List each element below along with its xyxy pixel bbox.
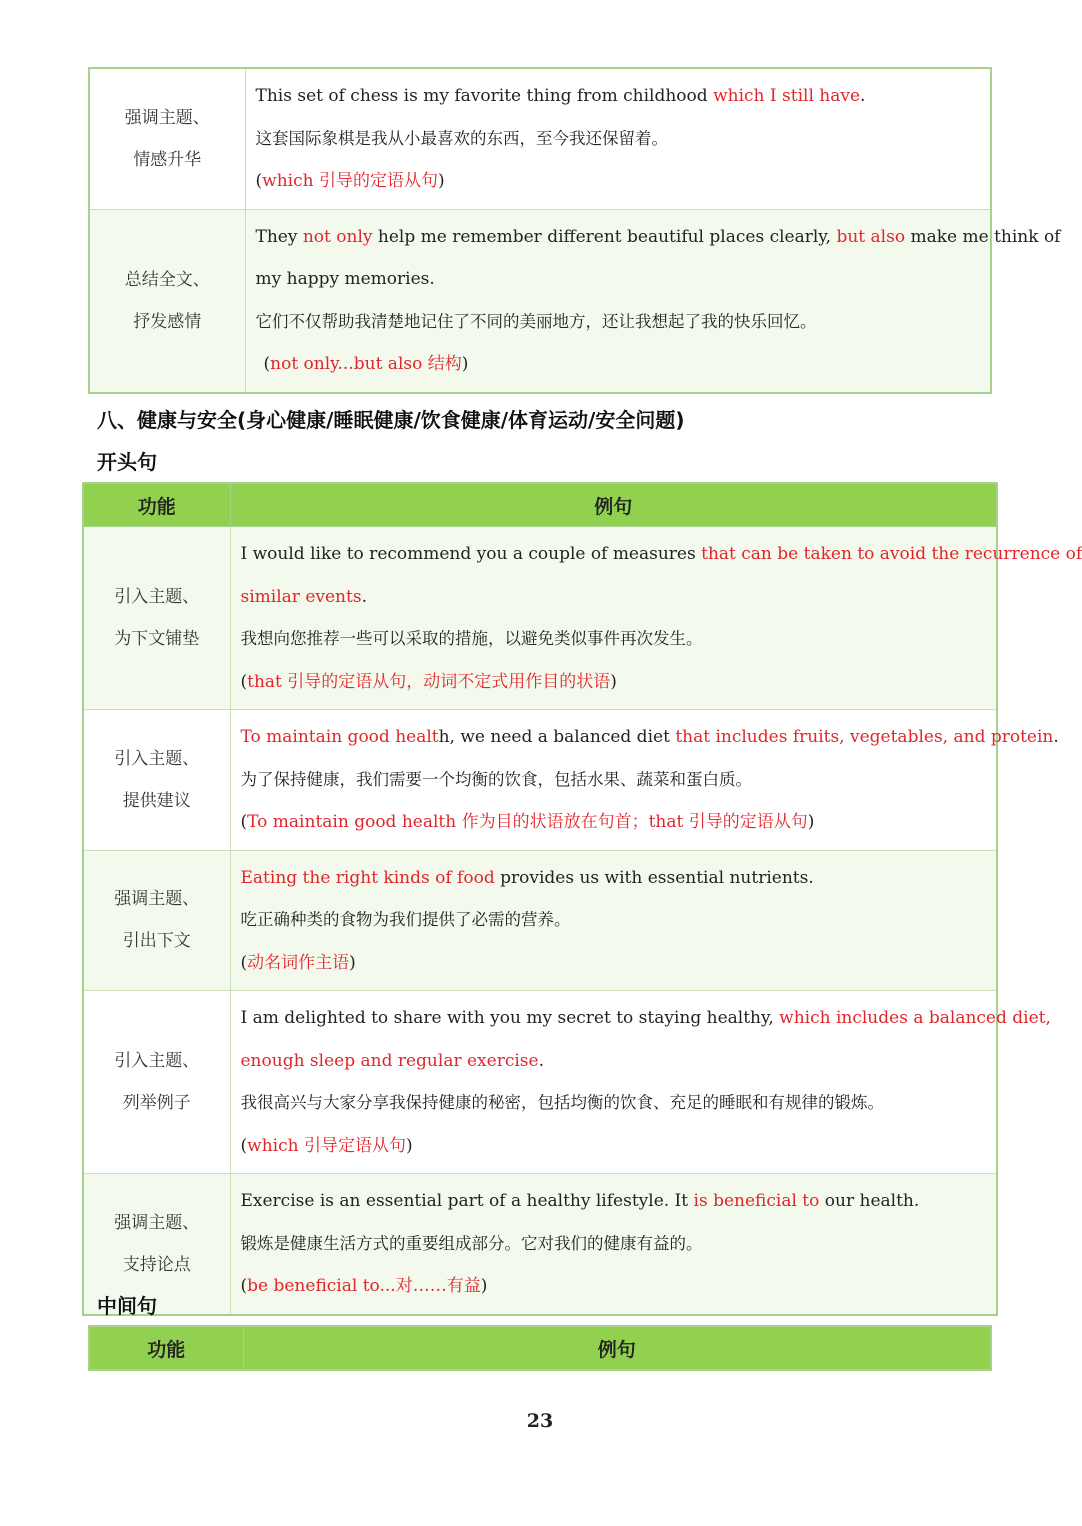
example-cell	[245, 68, 991, 209]
grammar-note: (not only...but also 结构)	[263, 354, 469, 374]
function-line: 引出下文	[122, 931, 191, 952]
example-cell	[230, 991, 1051, 1174]
function-line: 抒发感情	[133, 311, 202, 332]
english-sentence: I am delighted to share with you my secret to staying healthy, which includes a balanced diet,	[240, 1008, 1051, 1028]
function-cell	[83, 527, 230, 710]
english-sentence: To maintain good health, we need a balanced diet that includes fruits, vegetables, and protein.	[240, 727, 1059, 747]
english-sentence: They not only help me remember different beautiful places clearly, but also make me think of	[255, 226, 1061, 247]
chinese-translation: 锻炼是健康生活方式的重要组成部分。它对我们的健康有益的。	[240, 1233, 703, 1253]
continued-table	[88, 67, 1061, 394]
table-row	[83, 710, 997, 851]
function-line: 引入主题、	[114, 748, 200, 769]
header-example: 例句	[230, 483, 997, 527]
english-sentence: Exercise is an essential part of a healthy lifestyle. It is beneficial to our health.	[240, 1191, 920, 1211]
table-header-row	[83, 483, 997, 527]
function-line: 引入主题、	[114, 1051, 200, 1071]
grammar-note: (that 引导的定语从句，动词不定式用作目的状语)	[240, 671, 617, 692]
example-cell	[230, 527, 1082, 710]
header-function: 功能	[89, 1326, 243, 1370]
table-row	[83, 1174, 997, 1315]
function-line: 支持论点	[122, 1254, 191, 1275]
function-cell	[89, 209, 245, 393]
opening-sentences-table	[82, 482, 1082, 1316]
grammar-note: (动名词作主语)	[240, 952, 356, 973]
english-sentence: I would like to recommend you a couple of measures that can be taken to avoid the recurrence of	[240, 544, 1082, 564]
chinese-translation: 吃正确种类的食物为我们提供了必需的营养。	[240, 910, 571, 929]
grammar-note: (which 引导的定语从句)	[255, 171, 445, 191]
function-line: 列举例子	[122, 1093, 191, 1113]
function-line: 强调主题、	[114, 1212, 200, 1233]
chinese-translation: 为了保持健康，我们需要一个均衡的饮食，包括水果、蔬菜和蛋白质。	[240, 769, 752, 789]
middle-sentences-table	[88, 1325, 992, 1371]
page-number: 23	[526, 1410, 554, 1432]
function-line: 为下文铺垫	[114, 629, 200, 649]
function-line: 情感升华	[133, 149, 202, 170]
middle-heading: 中间句	[97, 1294, 157, 1318]
function-cell	[83, 850, 230, 991]
function-line: 强调主题、	[124, 107, 210, 128]
table-row	[83, 850, 997, 991]
english-sentence: This set of chess is my favorite thing from childhood which I still have.	[255, 86, 866, 106]
example-cell	[230, 850, 997, 991]
function-line: 强调主题、	[114, 889, 200, 910]
function-line: 引入主题、	[114, 587, 200, 607]
function-cell	[83, 991, 230, 1174]
grammar-note: (which 引导定语从句)	[240, 1135, 413, 1156]
english-sentence-cont: similar events.	[240, 586, 367, 607]
table-row	[83, 527, 997, 710]
english-sentence: Eating the right kinds of food provides us with essential nutrients.	[240, 867, 814, 888]
table-row	[89, 68, 991, 209]
section-title: 八、健康与安全(身心健康/睡眠健康/饮食健康/体育运动/安全问题)	[97, 408, 685, 432]
header-function: 功能	[83, 483, 230, 527]
chinese-translation: 我想向您推荐一些可以采取的措施，以避免类似事件再次发生。	[240, 629, 703, 648]
example-cell	[230, 710, 1059, 851]
chinese-translation: 这套国际象棋是我从小最喜欢的东西，至今我还保留着。	[255, 128, 668, 148]
function-cell	[83, 710, 230, 851]
grammar-note: (be beneficial to...对……有益)	[240, 1276, 488, 1296]
table-row	[89, 209, 991, 393]
opening-heading: 开头句	[97, 450, 157, 474]
example-cell	[245, 209, 1061, 393]
function-line: 提供建议	[122, 790, 191, 811]
grammar-note: (To maintain good health 作为目的状语放在句首；that 引导的定语从句)	[240, 812, 815, 832]
english-sentence-cont: my happy memories.	[255, 269, 435, 289]
function-line: 总结全文、	[124, 269, 210, 290]
english-sentence-cont: enough sleep and regular exercise.	[240, 1050, 544, 1071]
header-example: 例句	[243, 1326, 991, 1370]
example-cell	[230, 1174, 997, 1315]
function-cell	[89, 68, 245, 209]
chinese-translation: 它们不仅帮助我清楚地记住了不同的美丽地方，还让我想起了我的快乐回忆。	[255, 311, 817, 331]
table-header-row	[89, 1326, 991, 1370]
chinese-translation: 我很高兴与大家分享我保持健康的秘密，包括均衡的饮食、充足的睡眠和有规律的锻炼。	[240, 1093, 884, 1112]
table-row	[83, 991, 997, 1174]
